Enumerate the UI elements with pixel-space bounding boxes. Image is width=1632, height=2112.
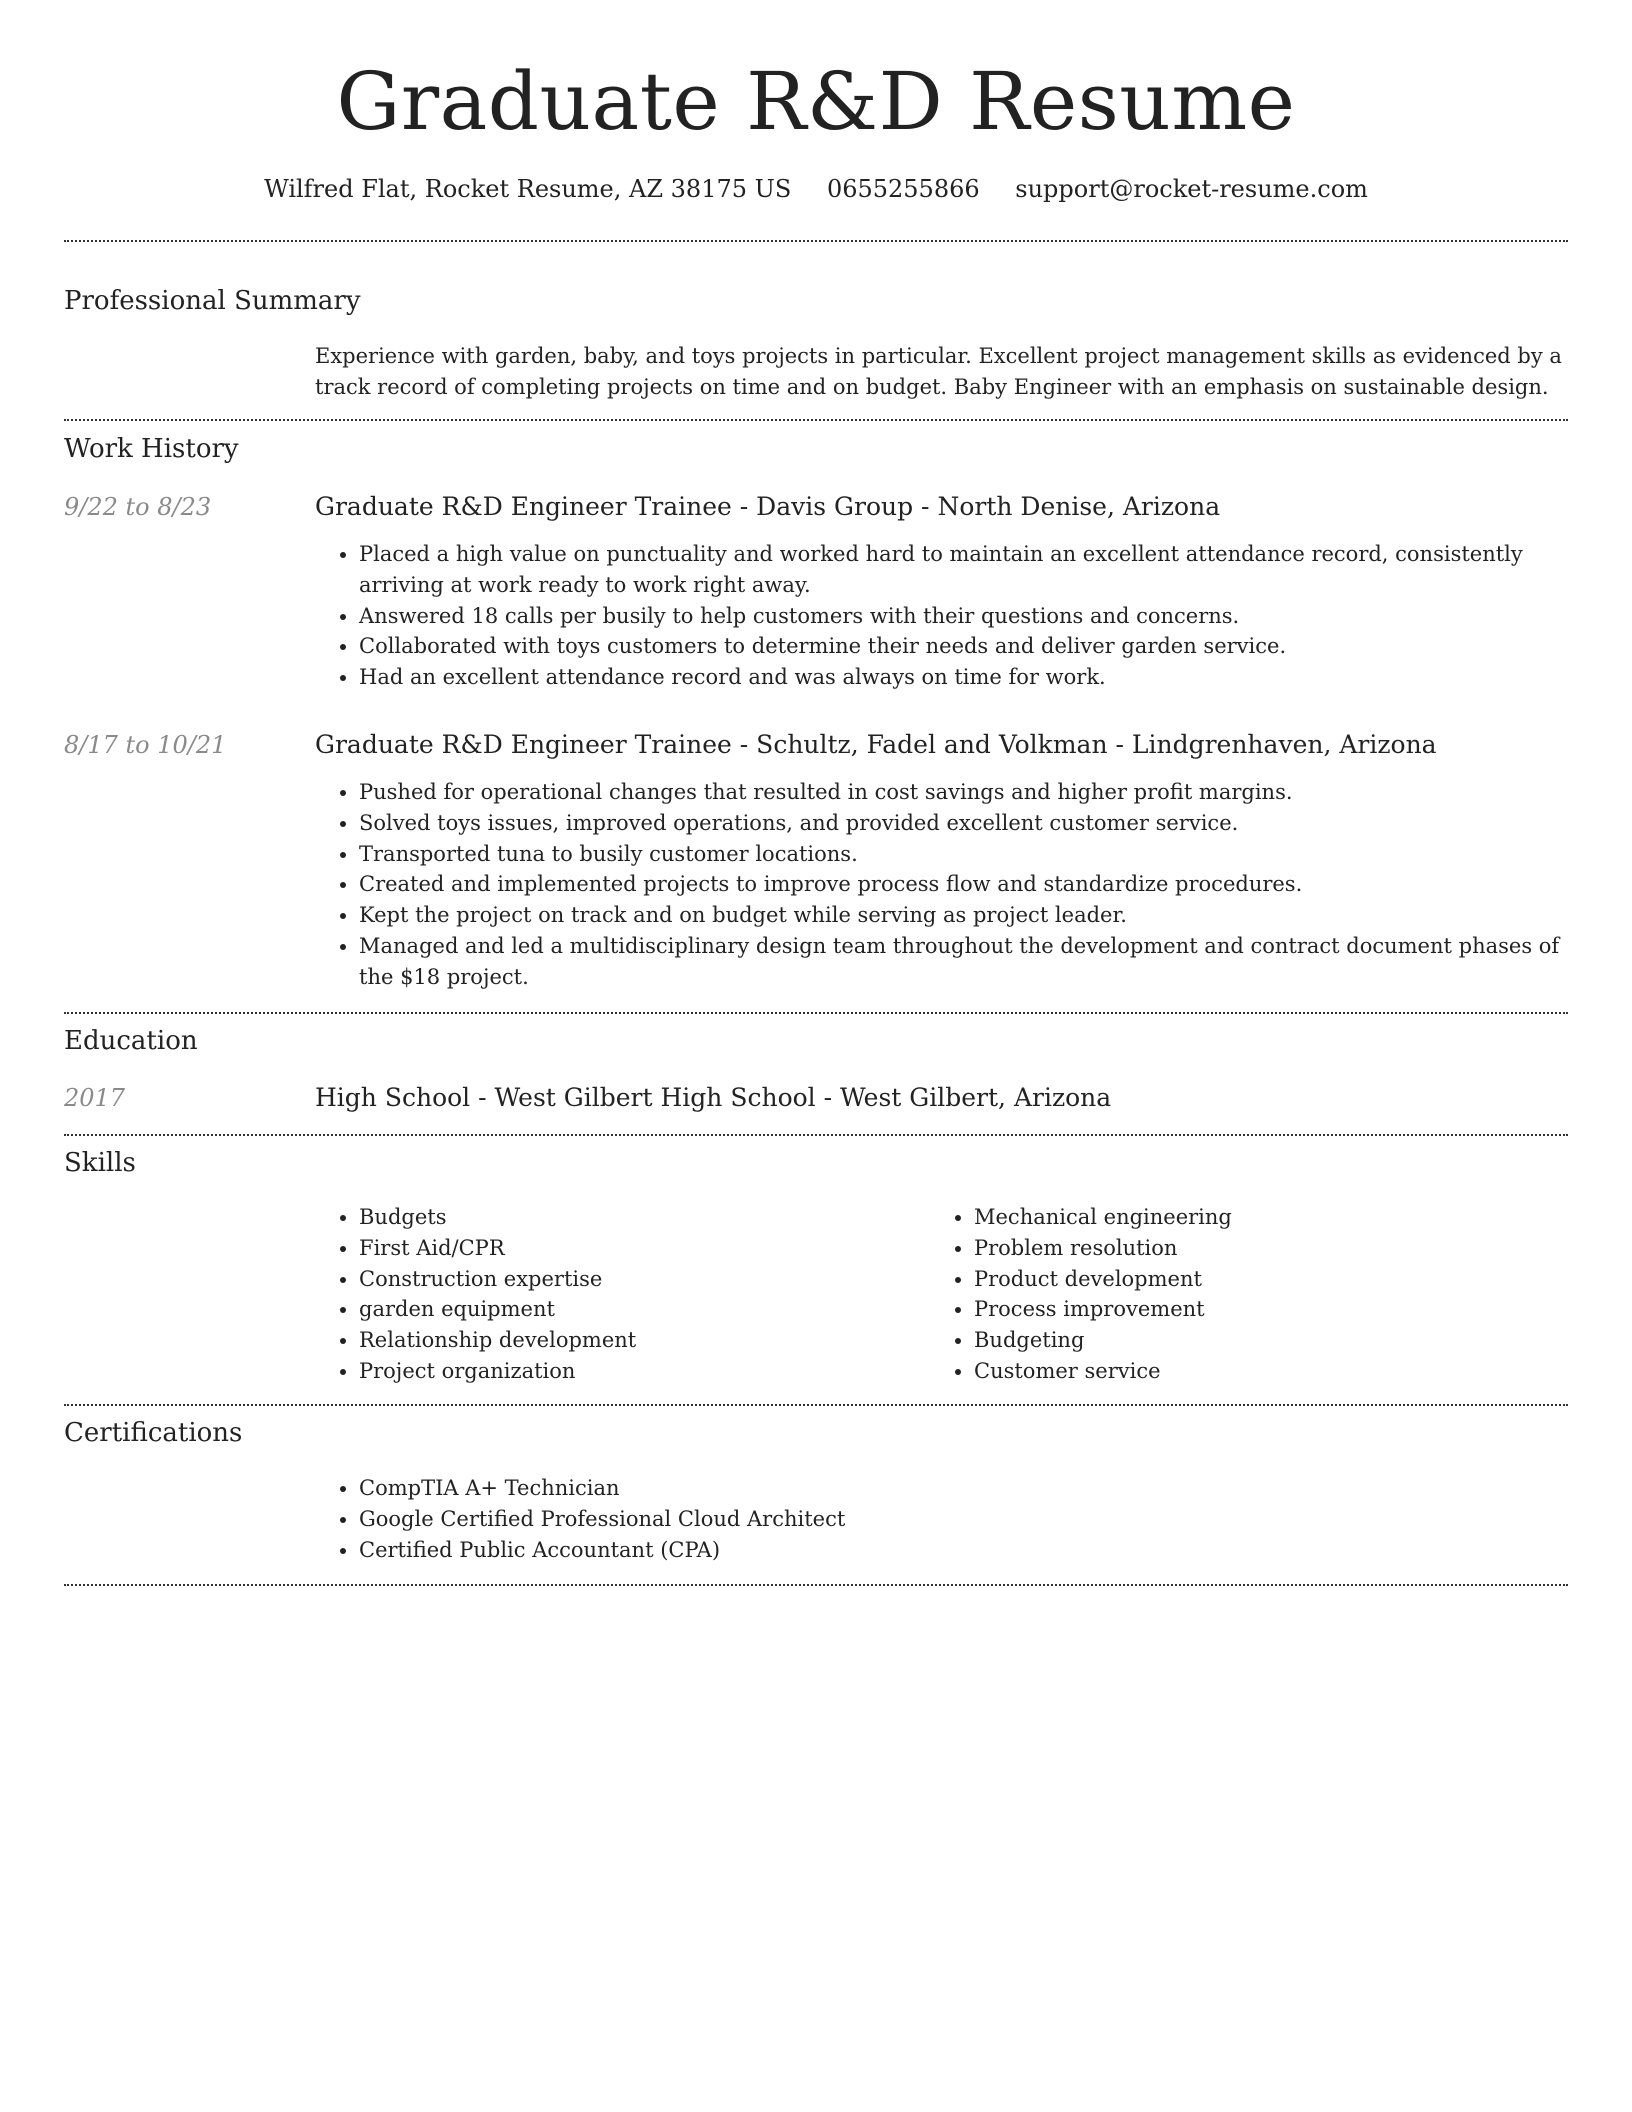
list-item: • Placed a high value on punctuality and worked hard to maintain an excellent attendance record, consistently arriving at work ready to work right away. [359,539,1568,601]
job-entry [315,728,1568,993]
education-entry: High School - West Gilbert High School - West Gilbert, Arizona [315,1083,1112,1112]
divider [64,1404,1568,1406]
section-heading-summary: Professional Summary [64,286,361,316]
divider [64,240,1568,242]
contact-phone: 0655255866 [826,175,980,203]
list-item: • Mechanical engineering [974,1202,1545,1233]
divider [64,1584,1568,1586]
skills-list-right [930,1202,1545,1387]
list-item: • Product development [974,1264,1545,1295]
contact-email: support@rocket-resume.com [1015,175,1368,203]
list-item: • CompTIA A+ Technician [359,1473,1568,1504]
section-heading-education: Education [64,1026,198,1056]
divider [64,419,1568,421]
list-item: • Pushed for operational changes that resulted in cost savings and higher profit margins. [359,777,1568,808]
certifications-block [315,1473,1568,1565]
job-entry [315,490,1568,693]
list-item: • Budgets [359,1202,930,1233]
divider [64,1012,1568,1014]
list-item: • Construction expertise [359,1264,930,1295]
list-item: • garden equipment [359,1294,930,1325]
contact-address: Wilfred Flat, Rocket Resume, AZ 38175 US [264,175,792,203]
list-item: • Certified Public Accountant (CPA) [359,1535,1568,1566]
list-item: • Relationship development [359,1325,930,1356]
list-item: • Kept the project on track and on budget while serving as project leader. [359,900,1568,931]
job-title: Graduate R&D Engineer Trainee - Schultz, Fadel and Volkman - Lindgrenhaven, Arizona [315,730,1437,759]
job-dates: 8/17 to 10/21 [64,731,227,759]
list-item: • Solved toys issues, improved operations, and provided excellent customer service. [359,808,1568,839]
list-item: • Budgeting [974,1325,1545,1356]
list-item: • Project organization [359,1356,930,1387]
section-heading-work: Work History [64,434,239,464]
section-heading-certifications: Certifications [64,1418,243,1448]
list-item: • Managed and led a multidisciplinary design team throughout the development and contract document phases of the $18 project. [359,931,1568,993]
list-item: • Collaborated with toys customers to determine their needs and deliver garden service. [359,631,1568,662]
list-item: • Customer service [974,1356,1545,1387]
list-item: • Problem resolution [974,1233,1545,1264]
list-item: • Answered 18 calls per busily to help customers with their questions and concerns. [359,601,1568,632]
education-year: 2017 [64,1084,126,1112]
list-item: • First Aid/CPR [359,1233,930,1264]
divider [64,1134,1568,1136]
list-item: • Google Certified Professional Cloud Architect [359,1504,1568,1535]
page-title: Graduate R&D Resume [336,55,1296,148]
list-item: • Process improvement [974,1294,1545,1325]
job-bullets [315,539,1568,693]
job-dates: 9/22 to 8/23 [64,493,212,521]
list-item: • Had an excellent attendance record and was always on time for work. [359,662,1568,693]
certifications-list [315,1473,1568,1565]
skills-grid [315,1202,1568,1387]
job-bullets [315,777,1568,993]
contact-line [64,170,1568,208]
skills-list-left [315,1202,930,1387]
list-item: • Transported tuna to busily customer locations. [359,839,1568,870]
job-title: Graduate R&D Engineer Trainee - Davis Group - North Denise, Arizona [315,492,1221,521]
summary-text: Experience with garden, baby, and toys projects in particular. Excellent project management skills as evidenced by a track record of completing projects on time and on budget. Baby Engineer with an emphasis on sustainable design. [315,344,1562,399]
list-item: • Created and implemented projects to improve process flow and standardize procedures. [359,869,1568,900]
section-heading-skills: Skills [64,1148,136,1178]
